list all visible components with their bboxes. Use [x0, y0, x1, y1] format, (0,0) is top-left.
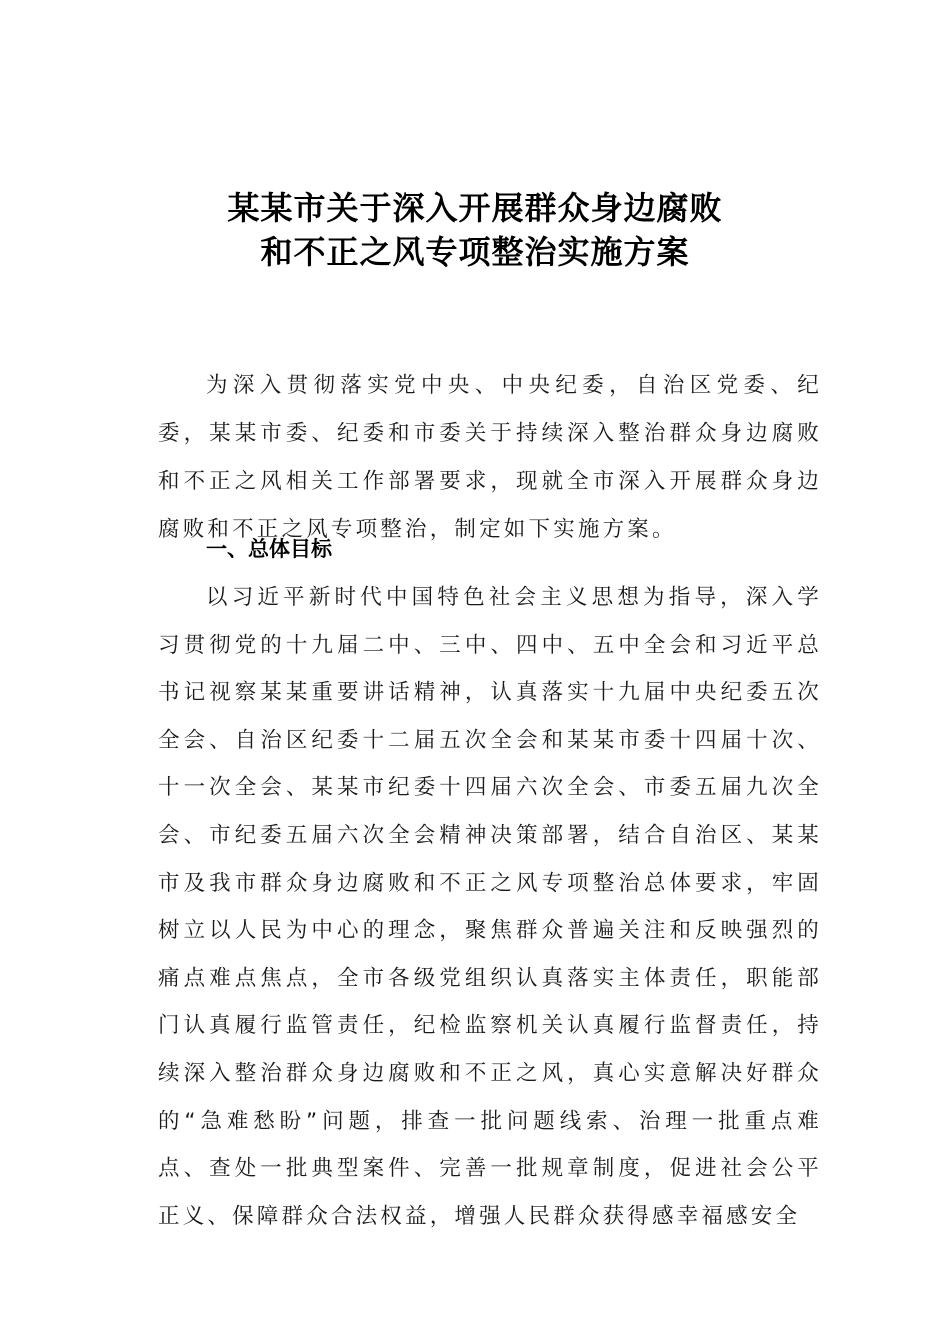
intro-paragraph: 为深入贯彻落实党中央、中央纪委，自治区党委、纪委，某某市委、纪委和市委关于持续深入整治群众身边腐败和不正之风相关工作部署要求，现就全市深入开展群众身边腐败和不正之风专项整治，制定如下实施方案。: [158, 373, 822, 542]
document-title: [0, 186, 950, 274]
title-line-1: 某某市关于深入开展群众身边腐败: [227, 189, 723, 227]
overall-goal-paragraph: 以习近平新时代中国特色社会主义思想为指导，深入学习贯彻党的十九届二中、三中、四中、五中全会和习近平总书记视察某某重要讲话精神，认真落实十九届中央纪委五次全会、自治区纪委十二届五次全会和某某市委十四届十次、十一次全会、某某市纪委十四届六次全会、市委五届九次全会、市纪委五届六次全会精神决策部署，结合自治区、某某市及我市群众身边腐败和不正之风专项整治总体要求，牢固树立以人民为中心的理念，聚焦群众普遍关注和反映强烈的痛点难点焦点，全市各级党组织认真落实主体责任，职能部门认真履行监管责任，纪检监察机关认真履行监督责任，持续深入整治群众身边腐败和不正之风，真心实意解决好群众的“急难愁盼”问题，排查一批问题线索、治理一批重点难点、查处一批典型案件、完善一批规章制度，促进社会公平正义、保障群众合法权益，增强人民群众获得感幸福感安全: [158, 585, 822, 1229]
section-heading-overall-goal: 一、总体目标: [206, 537, 332, 561]
title-line-2: 和不正之风专项整治实施方案: [260, 233, 690, 271]
